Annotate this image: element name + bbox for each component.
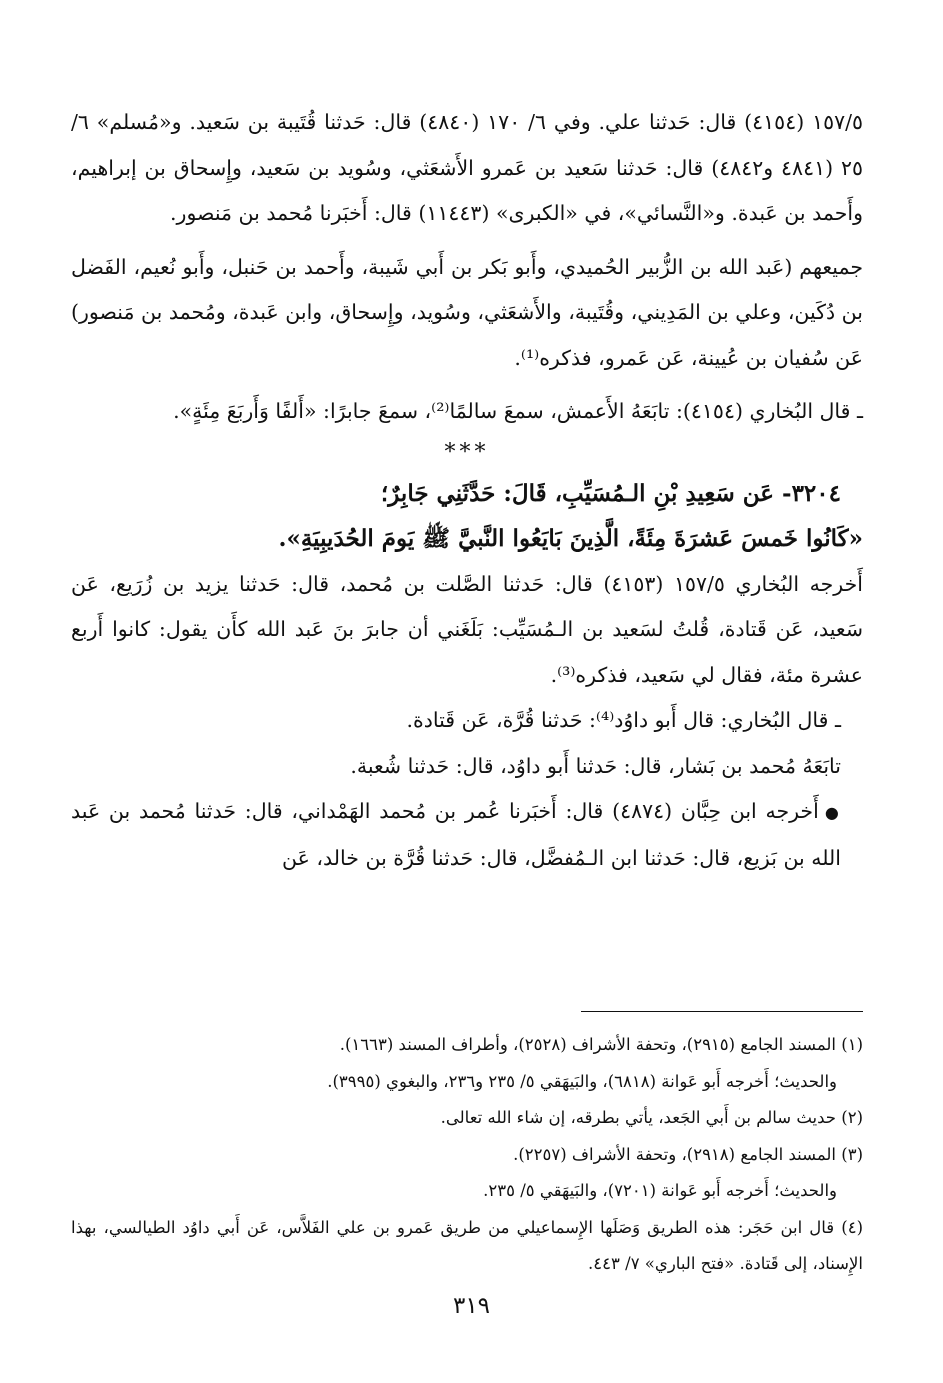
paragraph-ibn-hibban (71, 789, 863, 881)
paragraph-tabaahu: تابَعَهُ مُحمد بن بَشار، قال: حَدثنا أَبو داوُد، قال: حَدثنا شُعبة. (350, 753, 841, 778)
footnote-4: (٤) قال ابن حَجَر: هذه الطريق وَصَلَها الإِسماعيلي من طريق عَمرو بن علي الفَلاَّس، عَن أَبي داوُد الطيالسي، بهذا الإِسناد، إلى قَتادة. «فتح الباري» ٧/ ٤٤٣. (71, 1217, 863, 1273)
footnote-2: (٢) حديث سالم بن أَبي الجَعد، يأتي بطرقه، إن شاء الله تعالى. (440, 1108, 863, 1127)
hadith-text: «كَانُوا خَمسَ عَشرَةَ مِئَةً، الَّذِينَ بَايَعُوا النَّبيَّ ﷺ يَومَ الحُدَيبِيَةِ». (278, 525, 863, 552)
paragraph-ibn-hibban-text: أَخرجه ابن حِبَّان (٤٨٧٤) قال: أَخبَرنا عُمر بن مُحمد الهَمْداني، قال: حَدثنا مُحمد بن عَبد الله بن بَزيع، قال: حَدثنا ابن الـمُفضَّل، قال: حَدثنا قُرَّة بن خالد، عَن (71, 799, 841, 870)
paragraph-takhrij: أَخرجه البُخاري ١٥٧/٥ (٤١٥٣) قال: حَدثنا الصَّلت بن مُحمد، قال: حَدثنا يزيد بن زُرَيع، عَن سَعيد، عَن قَتادة، قُلتُ لسَعيد بن الـمُسَيِّب: بَلَغَني أن جابرَ بنَ عَبد الله كأَن يقول: كانوا أَربع عشرة مئة، فقال لي سَعيد، فذكره⁽³⁾. (71, 571, 863, 687)
main-text (71, 100, 863, 881)
paragraph-narrators: جميعهم (عَبد الله بن الزُّبير الحُميدي، وأَبو بَكر بن أَبي شَيبة، وأَحمد بن حَنبل، وأَبو نُعيم، الفَضل بن دُكَين، وعلي بن المَدِيني، وقُتَيبة، والأَشعَثي، وسُويد، وإِسحاق، وابن عَبدة، ومُحمد بن مَنصور) عَن سُفيان بن عُيينة، عَن عَمرو، فذكره⁽¹⁾. (71, 254, 863, 370)
paragraph-bukhari-abu-dawud: ـ قال البُخاري: قال أَبو داوُد⁽⁴⁾: حَدثنا قُرَّة، عَن قَتادة. (406, 708, 841, 732)
footnote-3-continuation: والحديث؛ أَخرجه أَبو عَوانة (٧٢٠١)، والبَيهَقي ٥/ ٢٣٥. (483, 1181, 837, 1200)
paragraph-bukhari-note: ـ قال البُخاري (٤١٥٤): تابَعَهُ الأَعمش، سمعَ سالمًا⁽²⁾، سمعَ جابرًا: «أَلفًا وَأَربَعَ مِئَةٍ». (173, 399, 863, 423)
footnote-divider (581, 1011, 863, 1012)
footnote-1-continuation: والحديث؛ أَخرجه أَبو عَوانة (٦٨١٨)، والبَيهَقي ٥/ ٢٣٥ و٢٣٦، والبغوي (٣٩٩٥). (327, 1071, 837, 1091)
footnote-3: (٣) المسند الجامع (٢٩١٨)، وتحفة الأشراف (٢٢٥٧). (513, 1144, 863, 1164)
section-separator: *** (444, 439, 490, 465)
bullet-icon: ● (824, 803, 841, 822)
footnote-1: (١) المسند الجامع (٢٩١٥)، وتحفة الأشراف (٢٥٢٨)، وأطراف المسند (١٦٦٣). (339, 1035, 863, 1054)
hadith-heading: ٣٢٠٤- عَن سَعِيدِ بْنِ الـمُسَيِّبِ، قَالَ: حَدَّثَنِي جَابِرٌ؛ (380, 479, 841, 507)
page-number: ٣١٩ (452, 1293, 491, 1319)
paragraph-sources: ١٥٧/٥ (٤١٥٤) قال: حَدثنا علي. وفي ٦/ ١٧٠ (٤٨٤٠) قال: حَدثنا قُتَيبة بن سَعيد. و«مُسلم» ٦/ ٢٥ (٤٨٤١ و٤٨٤٢) قال: حَدثنا سَعيد بن عَمرو الأَشعَثي، وسُويد بن سَعيد، وإِسحاق بن إبراهيم، وأَحمد بن عَبدة. و«النَّسائي»، في «الكبرى» (١١٤٤٣) قال: أَخبَرنا مُحمد بن مَنصور. (71, 110, 864, 225)
footnotes (71, 1027, 863, 1283)
